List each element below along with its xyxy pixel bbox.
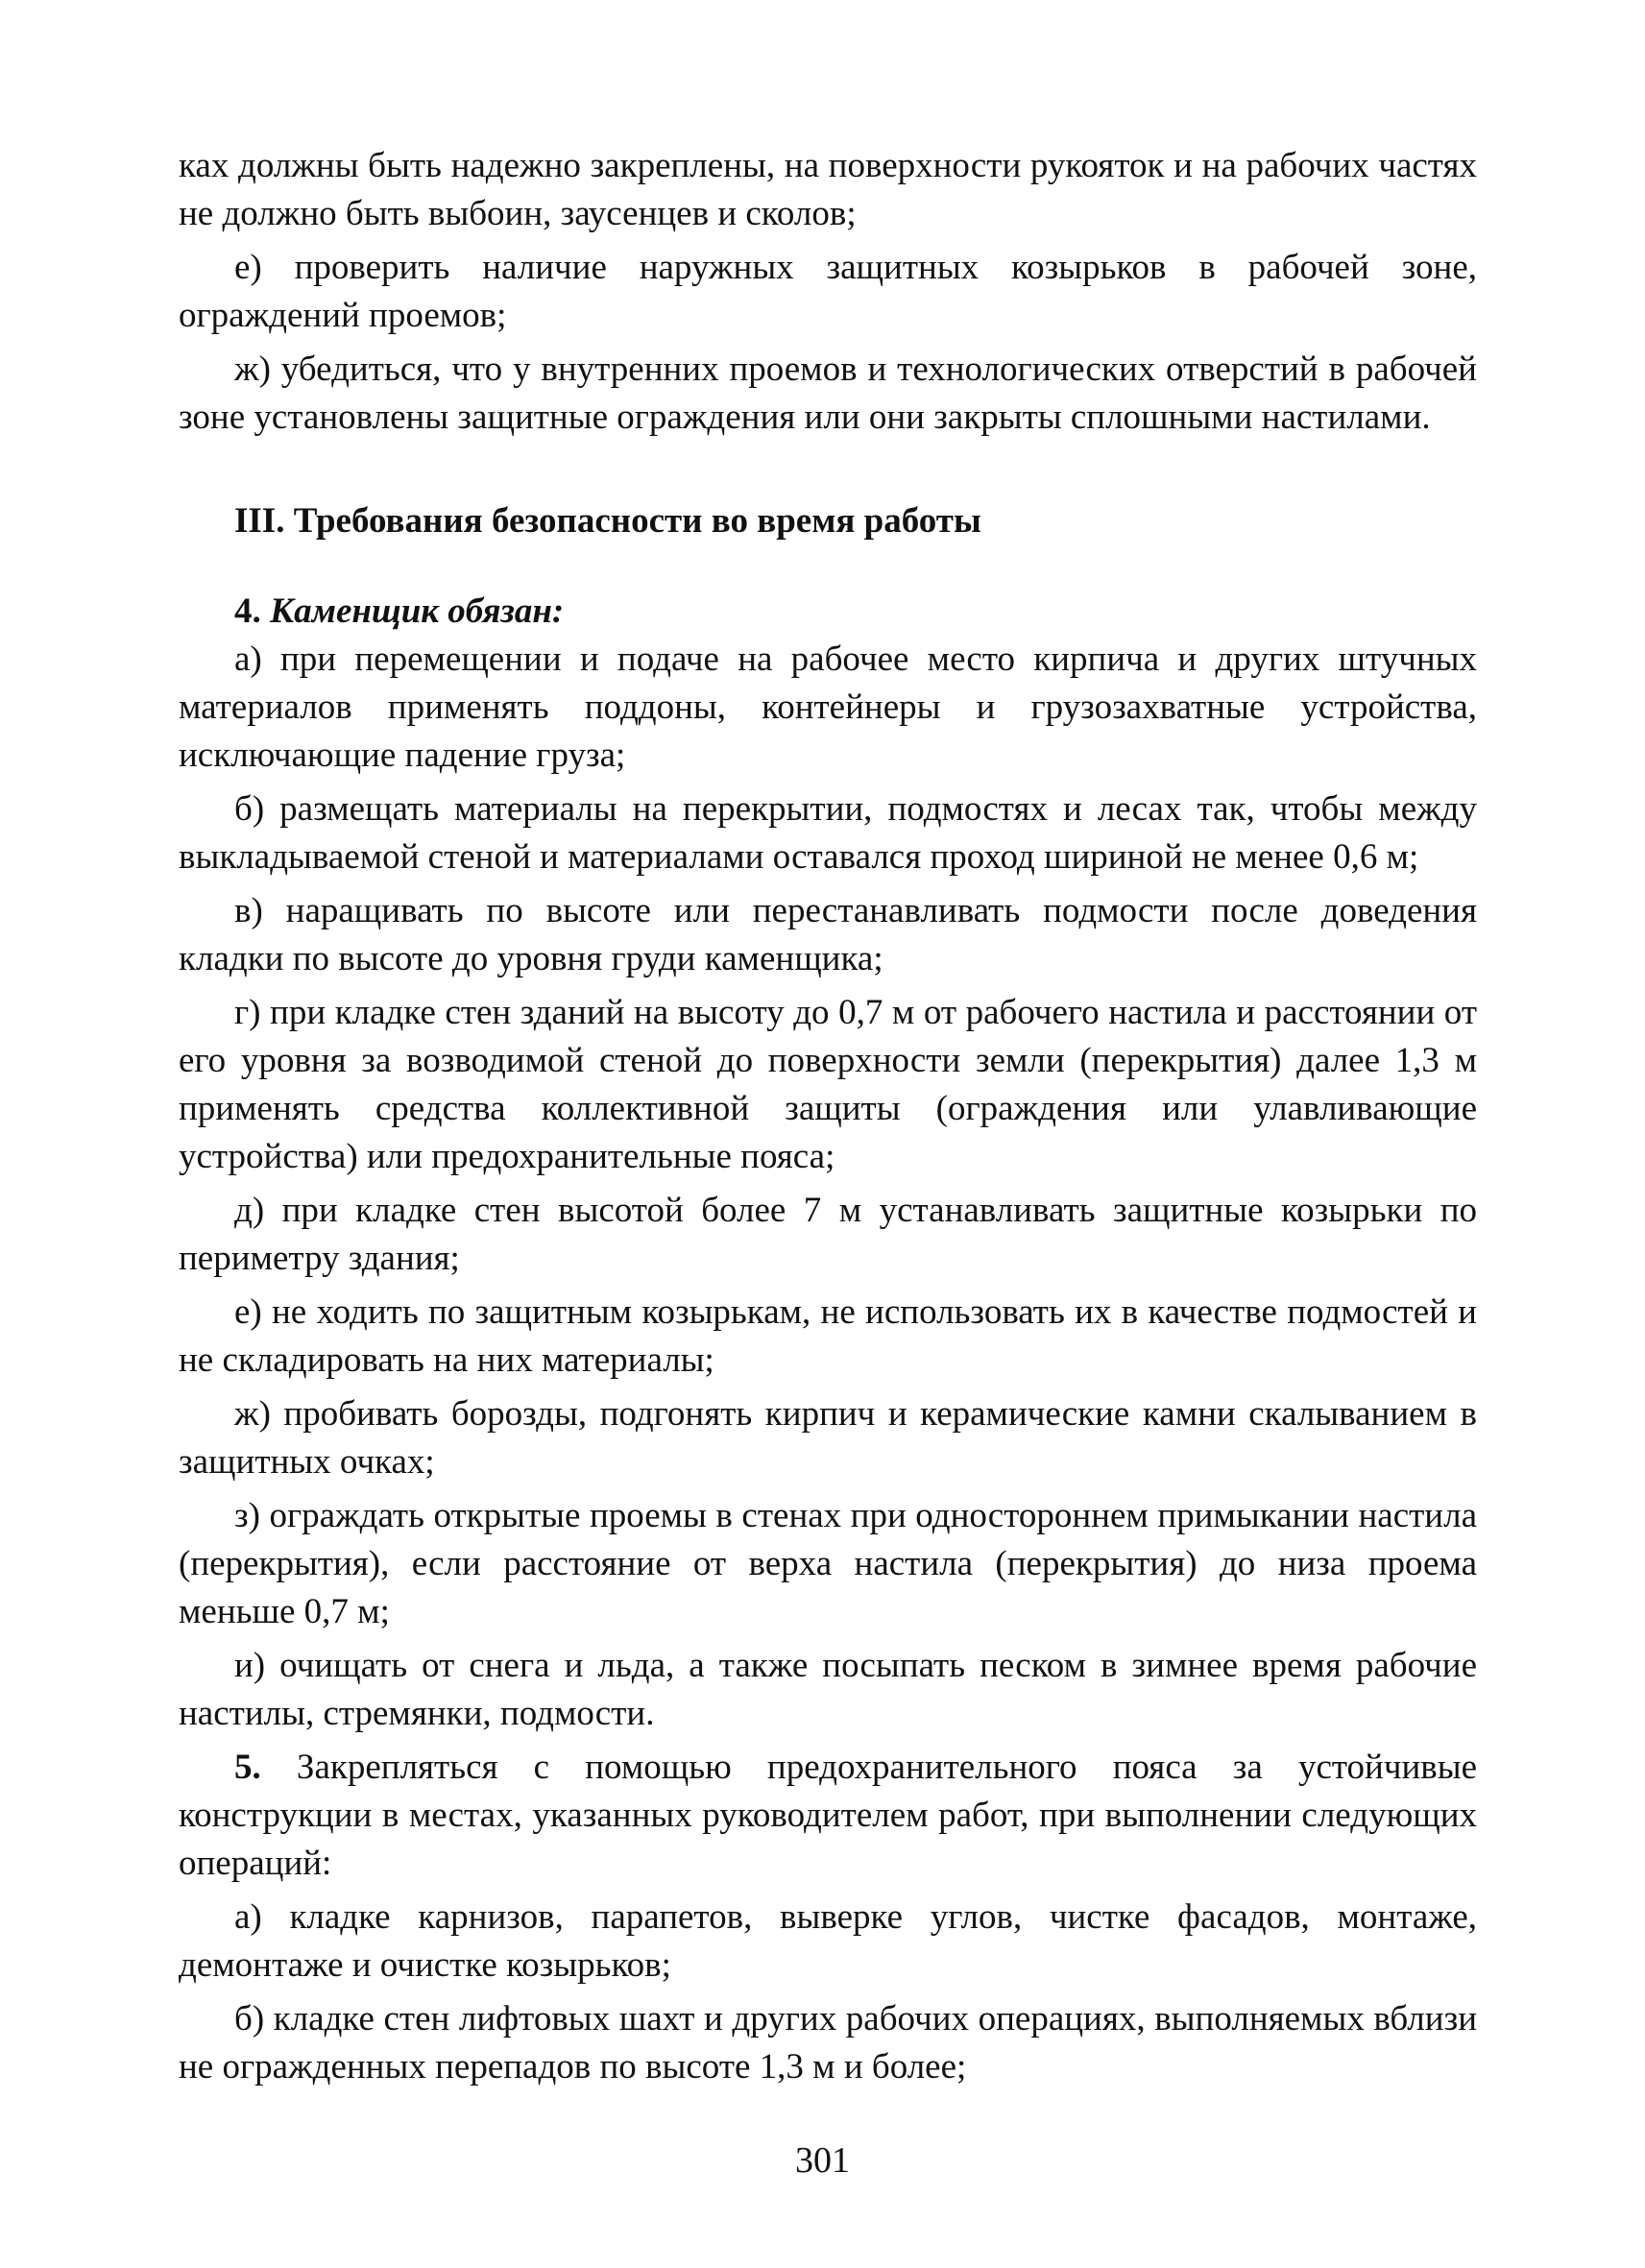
- clause-4-item-a: а) при перемещении и подаче на рабочее место кирпича и других штучных материалов применять поддоны, контейнеры и грузозахватные устройства, исключающие падение груза;: [179, 639, 1477, 775]
- paragraph-item-zh: ж) убедиться, что у внутренних проемов и технологических отверстий в рабочей зоне установлены защитные ограждения или они закрыты сплошными настилами.: [179, 350, 1477, 437]
- clause-4-item-zh: ж) пробивать борозды, подгонять кирпич и керамические камни скалыванием в защитных очках;: [179, 1394, 1477, 1482]
- clause-4-item-z: з) ограждать открытые проемы в стенах при одностороннем примыкании настила (перекрытия), если расстояние от верха настила (перекрытия) до низа проема меньше 0,7 м;: [179, 1496, 1477, 1631]
- clause-5-item-b: б) кладке стен лифтовых шахт и других рабочих операциях, выполняемых вблизи не огражденных перепадов по высоте 1,3 м и более;: [179, 1999, 1477, 2087]
- page-body: [179, 142, 1477, 2091]
- paragraph-continuation: ках должны быть надежно закреплены, на поверхности рукояток и на рабочих частях не должно быть выбоин, заусенцев и сколов;: [179, 146, 1477, 233]
- section-heading: III. Требования безопасности во время работы: [234, 501, 981, 541]
- clause-5-item-a: а) кладке карнизов, парапетов, выверке углов, чистке фасадов, монтаже, демонтаже и очистке козырьков;: [179, 1897, 1477, 1985]
- paragraph-item-e: е) проверить наличие наружных защитных козырьков в рабочей зоне, ограждений проемов;: [179, 248, 1477, 335]
- clause-5: [179, 1744, 1477, 1888]
- clause-4-item-i: и) очищать от снега и льда, а также посыпать песком в зимнее время рабочие настилы, стремянки, подмости.: [179, 1646, 1477, 1733]
- clause-4-item-e: е) не ходить по защитным козырькам, не использовать их в качестве подмостей и не складировать на них материалы;: [179, 1292, 1477, 1380]
- clause-4-title: [179, 588, 1477, 636]
- clause-4-item-d: д) при кладке стен высотой более 7 м устанавливать защитные козырьки по периметру здания;: [179, 1191, 1477, 1278]
- page-number: 301: [795, 2140, 850, 2181]
- clause-4-item-g: г) при кладке стен зданий на высоту до 0,7 м от рабочего настила и расстоянии от его уровня за возводимой стеной до поверхности земли (перекрытия) далее 1,3 м применять средства коллективной защиты (ограждения или улавливающие устройства) или предохранительные пояса;: [179, 993, 1477, 1176]
- clause-4-label: Каменщик обязан:: [270, 591, 565, 631]
- clause-4-number: 4.: [234, 591, 261, 631]
- clause-4-item-v: в) наращивать по высоте или перестанавливать подмости после доведения кладки по высоте до уровня груди каменщика;: [179, 891, 1477, 978]
- clause-5-text: Закрепляться с помощью предохранительного пояса за устойчивые конструкции в местах, указанных руководителем работ, при выполнении следующих операций:: [179, 1748, 1478, 1883]
- clause-4-item-b: б) размещать материалы на перекрытии, подмостях и лесах так, чтобы между выкладываемой стеной и материалами оставался проход шириной не менее 0,6 м;: [179, 789, 1477, 877]
- clause-5-number: 5.: [234, 1748, 261, 1787]
